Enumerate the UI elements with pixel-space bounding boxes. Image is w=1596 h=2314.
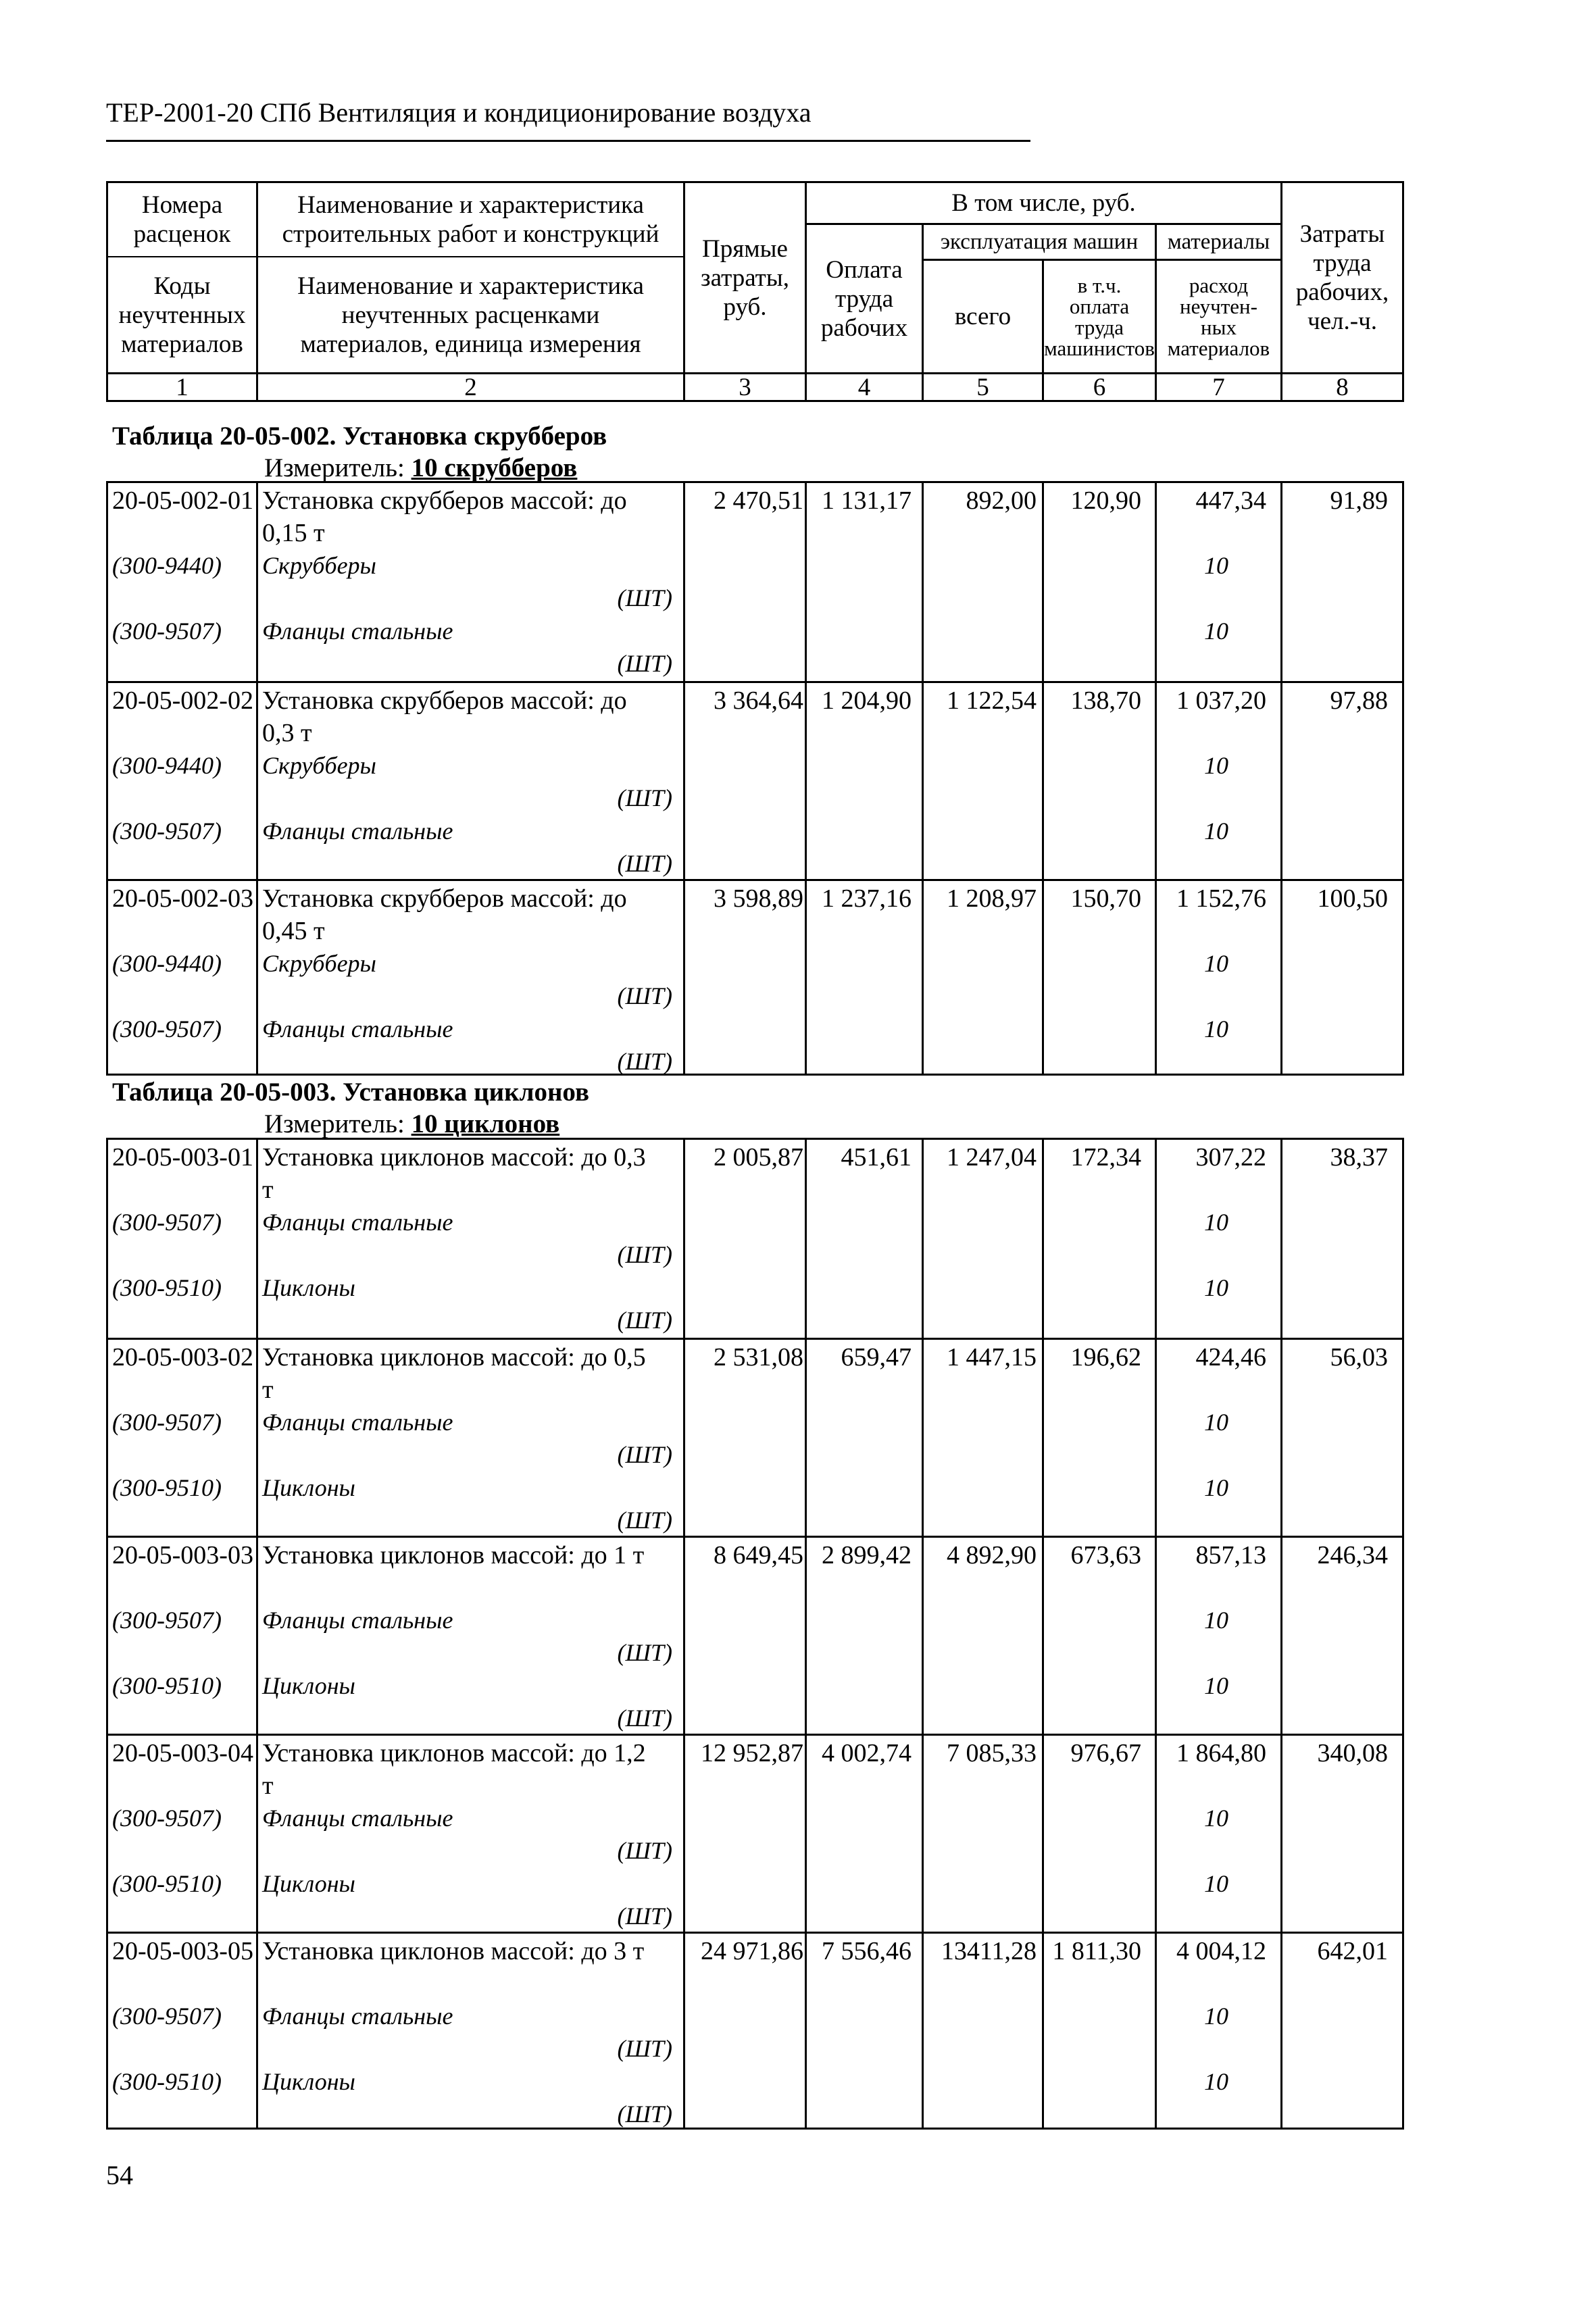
rate-name-line: 0,15 т <box>262 519 325 547</box>
col-number-4: 4 <box>857 373 871 401</box>
material-quantity: 10 <box>1204 1209 1228 1236</box>
rate-machinists-value: 673,63 <box>1070 1541 1141 1569</box>
rate-name-line: т <box>262 1376 274 1404</box>
rate-name-line: 0,45 т <box>262 917 325 945</box>
rate-name-line: Установка циклонов массой: до 0,5 <box>262 1343 646 1372</box>
rate-code: 20-05-003-02 <box>112 1343 253 1372</box>
material-name: Фланцы стальные <box>262 618 453 645</box>
rate-machinists-value: 150,70 <box>1070 884 1141 913</box>
rate-hours-value: 642,01 <box>1317 1937 1388 1965</box>
table-title: Таблица 20-05-003. Установка циклонов <box>112 1078 590 1107</box>
col-labor-hours-header: Затраты труда рабочих, чел.-ч. <box>1295 220 1389 335</box>
material-unit: (ШТ) <box>617 2101 672 2128</box>
col-machinists-header: в т.ч. оплата труда машинистов <box>1044 273 1155 360</box>
col-direct-costs-header: Прямые затраты, руб. <box>701 234 789 321</box>
rate-direct-value: 2 531,08 <box>714 1343 803 1372</box>
material-unit: (ШТ) <box>617 1441 672 1468</box>
material-code: (300-9507) <box>112 2003 222 2030</box>
rate-labor-value: 659,47 <box>841 1343 912 1372</box>
material-unit: (ШТ) <box>617 784 672 811</box>
material-code: (300-9510) <box>112 1474 222 1501</box>
rate-code: 20-05-002-01 <box>112 486 253 515</box>
rate-hours-value: 56,03 <box>1330 1343 1388 1372</box>
rate-direct-value: 12 952,87 <box>701 1739 803 1767</box>
material-name: Циклоны <box>262 1870 355 1897</box>
material-quantity: 10 <box>1204 1474 1228 1501</box>
material-code: (300-9507) <box>112 1409 222 1436</box>
material-code: (300-9507) <box>112 618 222 645</box>
rate-machinists-value: 976,67 <box>1070 1739 1141 1767</box>
material-unit: (ШТ) <box>617 1048 672 1075</box>
col-number-6: 6 <box>1093 373 1106 401</box>
material-name: Фланцы стальные <box>262 1015 453 1042</box>
col-work-name-header: Наименование и характеристика строительных работ и конструкций <box>282 191 659 248</box>
rate-materials-value: 4 004,12 <box>1176 1937 1266 1965</box>
rate-name-line: Установка циклонов массой: до 1,2 <box>262 1739 646 1767</box>
rate-name-line: Установка циклонов массой: до 3 т <box>262 1937 645 1965</box>
material-name: Скрубберы <box>262 950 376 977</box>
col-machines-header: эксплуатация машин <box>940 229 1139 254</box>
rate-labor-value: 451,61 <box>841 1143 912 1172</box>
material-code: (300-9507) <box>112 1607 222 1634</box>
col-number-8: 8 <box>1336 373 1349 401</box>
material-quantity: 10 <box>1204 818 1228 845</box>
material-quantity: 10 <box>1204 2003 1228 2030</box>
rate-entry <box>108 1932 1402 2130</box>
col-labor-header: Оплата труда рабочих <box>820 255 908 342</box>
material-name: Фланцы стальные <box>262 1607 453 1634</box>
rate-materials-value: 857,13 <box>1195 1541 1266 1569</box>
table-title: Таблица 20-05-002. Установка скрубберов <box>112 422 607 451</box>
material-quantity: 10 <box>1204 1409 1228 1436</box>
rate-machinists-value: 120,90 <box>1070 486 1141 515</box>
rate-labor-value: 1 237,16 <box>822 884 912 913</box>
rate-code: 20-05-003-01 <box>112 1143 253 1172</box>
rate-entry <box>108 1734 1402 1932</box>
rate-name-line: т <box>262 1176 274 1204</box>
material-code: (300-9440) <box>112 950 222 977</box>
rate-machines-value: 13411,28 <box>941 1937 1037 1965</box>
rate-labor-value: 2 899,42 <box>822 1541 912 1569</box>
rate-direct-value: 2 005,87 <box>714 1143 803 1172</box>
rate-direct-value: 8 649,45 <box>714 1541 803 1569</box>
material-name: Циклоны <box>262 2068 355 2095</box>
rate-materials-value: 1 037,20 <box>1176 686 1266 715</box>
col-number-3: 3 <box>739 373 751 401</box>
rate-entry <box>108 1338 1402 1536</box>
col-material-codes-header: Коды неучтенных материалов <box>118 272 246 358</box>
rate-code: 20-05-003-04 <box>112 1739 253 1767</box>
material-name: Фланцы стальные <box>262 1409 453 1436</box>
material-unit: (ШТ) <box>617 1639 672 1666</box>
material-code: (300-9440) <box>112 752 222 779</box>
rate-machines-value: 4 892,90 <box>947 1541 1037 1569</box>
material-unit: (ШТ) <box>617 1307 672 1334</box>
material-unit: (ШТ) <box>617 850 672 877</box>
rate-direct-value: 24 971,86 <box>701 1937 803 1965</box>
page-header: ТЕР-2001-20 СПб Вентиляция и кондиционирование воздуха <box>106 97 812 128</box>
material-unit: (ШТ) <box>617 1837 672 1864</box>
rate-hours-value: 97,88 <box>1330 686 1388 715</box>
rate-labor-value: 1 204,90 <box>822 686 912 715</box>
material-quantity: 10 <box>1204 2068 1228 2095</box>
rate-entry <box>108 483 1402 681</box>
rate-labor-value: 7 556,46 <box>822 1937 912 1965</box>
col-number-7: 7 <box>1212 373 1225 401</box>
rate-materials-value: 447,34 <box>1195 486 1266 515</box>
table-measure: Измеритель: 10 циклонов <box>264 1109 560 1138</box>
material-quantity: 10 <box>1204 1672 1228 1699</box>
material-quantity: 10 <box>1204 552 1228 579</box>
rate-labor-value: 1 131,17 <box>822 486 912 515</box>
material-quantity: 10 <box>1204 1274 1228 1301</box>
material-code: (300-9510) <box>112 1274 222 1301</box>
rate-machines-value: 7 085,33 <box>947 1739 1037 1767</box>
rate-materials-value: 307,22 <box>1195 1143 1266 1172</box>
rate-hours-value: 100,50 <box>1317 884 1388 913</box>
rates-table-cyclones <box>106 1138 1404 2130</box>
rate-hours-value: 246,34 <box>1317 1541 1388 1569</box>
rate-hours-value: 340,08 <box>1317 1739 1388 1767</box>
material-quantity: 10 <box>1204 1015 1228 1042</box>
rate-code: 20-05-003-05 <box>112 1937 253 1965</box>
page-number: 54 <box>106 2160 133 2190</box>
material-code: (300-9507) <box>112 818 222 845</box>
material-name: Фланцы стальные <box>262 2003 453 2030</box>
rate-machines-value: 1 447,15 <box>947 1343 1037 1372</box>
col-materials-header: материалы <box>1167 229 1270 254</box>
material-code: (300-9510) <box>112 1672 222 1699</box>
rate-code: 20-05-003-03 <box>112 1541 253 1569</box>
material-quantity: 10 <box>1204 950 1228 977</box>
rate-machinists-value: 1 811,30 <box>1052 1937 1141 1965</box>
rate-code: 20-05-002-02 <box>112 686 253 715</box>
rate-machinists-value: 196,62 <box>1070 1343 1141 1372</box>
rate-machinists-value: 172,34 <box>1070 1143 1141 1172</box>
material-quantity: 10 <box>1204 1870 1228 1897</box>
material-code: (300-9510) <box>112 1870 222 1897</box>
rate-hours-value: 91,89 <box>1330 486 1388 515</box>
material-name: Циклоны <box>262 1474 355 1501</box>
col-unaccounted-materials-header: расход неучтен- ных материалов <box>1167 273 1270 360</box>
rate-name-line: Установка циклонов массой: до 0,3 <box>262 1143 646 1172</box>
rate-entry <box>108 681 1402 879</box>
rate-name-line: Установка циклонов массой: до 1 т <box>262 1541 645 1569</box>
rate-materials-value: 1 152,76 <box>1176 884 1266 913</box>
material-code: (300-9510) <box>112 2068 222 2095</box>
col-material-name-header: Наименование и характеристика неучтенных расценками материалов, единица измерения <box>297 272 644 358</box>
material-quantity: 10 <box>1204 752 1228 779</box>
material-name: Фланцы стальные <box>262 818 453 845</box>
material-unit: (ШТ) <box>617 584 672 611</box>
col-number-1: 1 <box>176 373 189 401</box>
rate-machines-value: 1 208,97 <box>947 884 1037 913</box>
col-machines-total-header: всего <box>954 303 1012 330</box>
material-unit: (ШТ) <box>617 1507 672 1534</box>
rate-machines-value: 1 247,04 <box>947 1143 1037 1172</box>
rate-machines-value: 892,00 <box>966 486 1037 515</box>
col-number-5: 5 <box>976 373 989 401</box>
rate-materials-value: 1 864,80 <box>1176 1739 1266 1767</box>
rate-machinists-value: 138,70 <box>1070 686 1141 715</box>
rate-direct-value: 2 470,51 <box>714 486 803 515</box>
material-name: Фланцы стальные <box>262 1805 453 1832</box>
material-name: Скрубберы <box>262 552 376 579</box>
material-quantity: 10 <box>1204 618 1228 645</box>
material-name: Фланцы стальные <box>262 1209 453 1236</box>
material-quantity: 10 <box>1204 1805 1228 1832</box>
rate-hours-value: 38,37 <box>1330 1143 1388 1172</box>
material-unit: (ШТ) <box>617 1903 672 1930</box>
material-name: Циклоны <box>262 1274 355 1301</box>
material-code: (300-9507) <box>112 1015 222 1042</box>
rate-name-line: Установка скрубберов массой: до <box>262 686 627 715</box>
rate-name-line: Установка скрубберов массой: до <box>262 486 627 515</box>
material-code: (300-9507) <box>112 1209 222 1236</box>
material-unit: (ШТ) <box>617 1705 672 1732</box>
material-name: Скрубберы <box>262 752 376 779</box>
material-name: Циклоны <box>262 1672 355 1699</box>
rate-entry <box>108 879 1402 1077</box>
col-rate-numbers-header: Номера расценок <box>133 191 231 248</box>
material-unit: (ШТ) <box>617 982 672 1009</box>
rates-table-scrubbers <box>106 481 1404 1076</box>
rate-name-line: Установка скрубберов массой: до <box>262 884 627 913</box>
rate-name-line: т <box>262 1771 274 1800</box>
rate-entry <box>108 1536 1402 1734</box>
material-unit: (ШТ) <box>617 1241 672 1268</box>
column-header-table <box>106 181 1404 402</box>
rate-name-line: 0,3 т <box>262 719 312 747</box>
material-code: (300-9440) <box>112 552 222 579</box>
rate-machines-value: 1 122,54 <box>947 686 1037 715</box>
rate-materials-value: 424,46 <box>1195 1343 1266 1372</box>
rate-labor-value: 4 002,74 <box>822 1739 912 1767</box>
rate-direct-value: 3 598,89 <box>714 884 803 913</box>
material-unit: (ШТ) <box>617 2035 672 2062</box>
rate-entry <box>108 1140 1402 1338</box>
col-number-2: 2 <box>464 373 477 401</box>
rate-code: 20-05-002-03 <box>112 884 253 913</box>
table-measure: Измеритель: 10 скрубберов <box>264 453 578 482</box>
rate-direct-value: 3 364,64 <box>714 686 803 715</box>
header-rule <box>106 140 1030 142</box>
material-unit: (ШТ) <box>617 650 672 677</box>
material-code: (300-9507) <box>112 1805 222 1832</box>
material-quantity: 10 <box>1204 1607 1228 1634</box>
col-group-header: В том числе, руб. <box>951 189 1136 217</box>
